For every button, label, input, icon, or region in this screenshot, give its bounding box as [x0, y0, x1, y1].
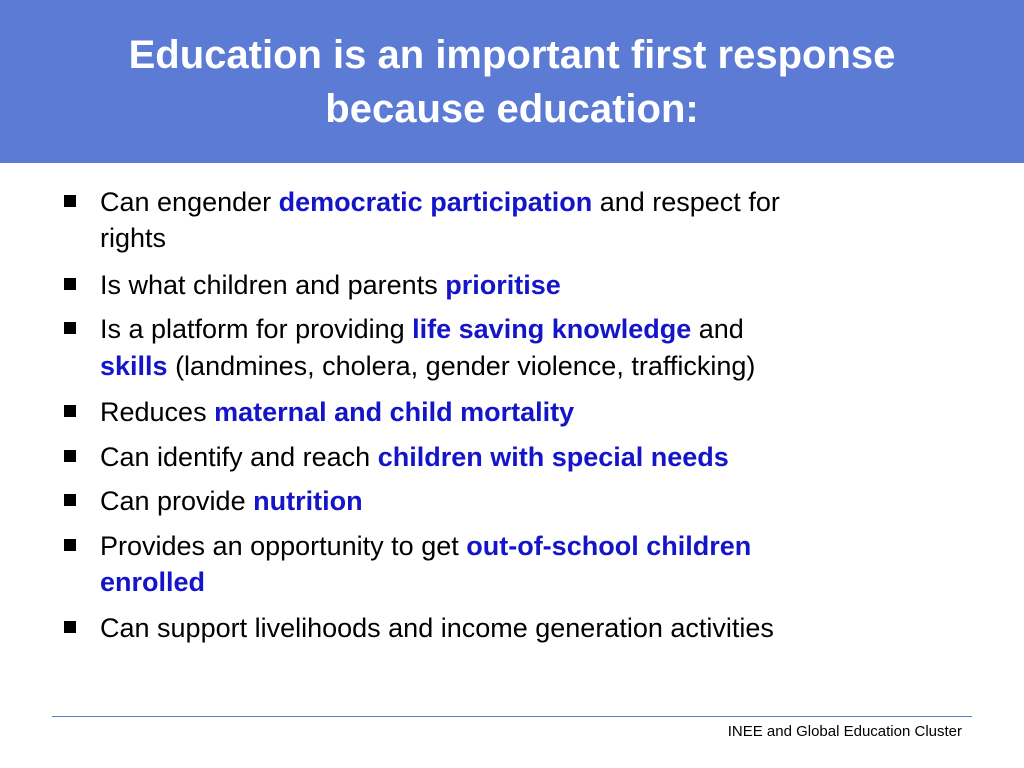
bullet-text: rights: [100, 223, 167, 253]
slide-title-line-2: because education:: [325, 87, 699, 131]
bullet-text: Can support livelihoods and income generation activities: [100, 613, 774, 643]
bullet-emphasis: life saving knowledge: [412, 314, 692, 344]
bullet-text: Is a platform for providing: [100, 314, 413, 344]
bullet-text: (landmines, cholera, gender violence, trafficking): [167, 351, 756, 381]
bullet-item-4-line-1: [100, 396, 574, 428]
bullet-item-5-line-1: [100, 441, 729, 473]
footer-credit: INEE and Global Education Cluster: [727, 723, 962, 740]
bullet-marker-icon: [64, 195, 76, 207]
bullet-text: Is what children and parents: [100, 270, 446, 300]
bullet-marker-icon: [64, 405, 76, 417]
bullet-text: and respect for: [592, 187, 780, 217]
footer-divider: [52, 716, 972, 717]
bullet-item-6-line-1: [100, 485, 363, 517]
bullet-marker-icon: [64, 278, 76, 290]
slide-title-line-1: Education is an important first response: [128, 33, 896, 77]
bullet-marker-icon: [64, 322, 76, 334]
bullet-text: Provides an opportunity to get: [100, 531, 467, 561]
bullet-item-2-line-1: [100, 269, 561, 301]
bullet-emphasis: maternal and child mortality: [214, 397, 575, 427]
bullet-marker-icon: [64, 494, 76, 506]
bullet-item-3-line-1: [100, 313, 744, 345]
bullet-text: and: [691, 314, 744, 344]
bullet-item-8-line-1: [100, 612, 774, 644]
bullet-text: Can engender: [100, 187, 279, 217]
bullet-emphasis: out-of-school children: [466, 531, 752, 561]
bullet-marker-icon: [64, 621, 76, 633]
bullet-text: Reduces: [100, 397, 215, 427]
bullet-emphasis: nutrition: [253, 486, 363, 516]
bullet-marker-icon: [64, 450, 76, 462]
bullet-emphasis: democratic participation: [278, 187, 593, 217]
bullet-emphasis: enrolled: [100, 567, 206, 597]
bullet-item-7-line-2: [100, 566, 205, 598]
bullet-text: Can identify and reach: [100, 442, 378, 472]
bullet-marker-icon: [64, 539, 76, 551]
bullet-emphasis: prioritise: [445, 270, 561, 300]
bullet-text: Can provide: [100, 486, 254, 516]
bullet-item-7-line-1: [100, 530, 751, 562]
bullet-item-3-line-2: [100, 350, 755, 382]
bullet-item-1-line-2: [100, 222, 166, 254]
bullet-emphasis: skills: [100, 351, 168, 381]
bullet-item-1-line-1: [100, 186, 780, 218]
bullet-emphasis: children with special needs: [377, 442, 729, 472]
